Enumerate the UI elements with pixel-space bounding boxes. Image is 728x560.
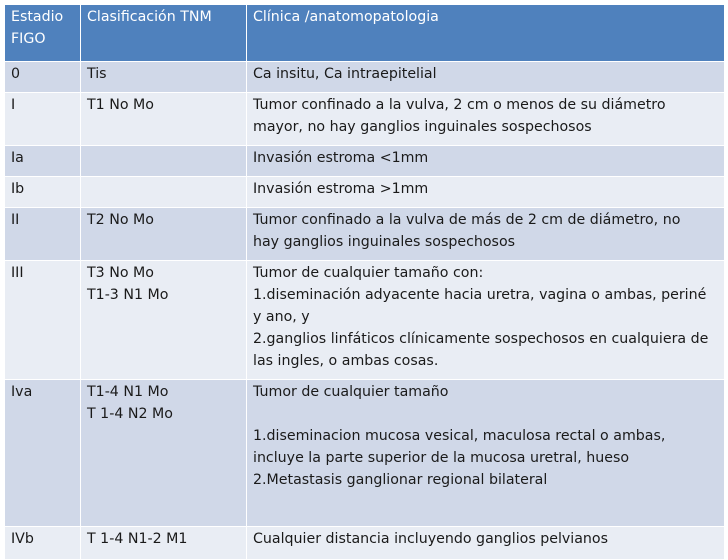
cell-estadio: IVb xyxy=(5,527,81,560)
table-row xyxy=(5,93,725,146)
table-row xyxy=(5,146,725,177)
cell-tnm: Tis xyxy=(81,62,247,93)
figo-staging-table xyxy=(4,4,725,560)
table-row xyxy=(5,208,725,261)
table-row xyxy=(5,261,725,380)
cell-estadio: Ib xyxy=(5,177,81,208)
cell-clinica: Tumor de cualquier tamaño con: 1.diseminación adyacente hacia uretra, vagina o ambas, periné y ano, y 2.ganglios linfáticos clínicamente sospechosos en cualquiera de las ingles, o ambas cosas. xyxy=(247,261,725,380)
cell-clinica: Cualquier distancia incluyendo ganglios pelvianos xyxy=(247,527,725,560)
cell-tnm: T1 No Mo xyxy=(81,93,247,146)
header-clasificacion-tnm: Clasificación TNM xyxy=(81,5,247,62)
cell-estadio: Ia xyxy=(5,146,81,177)
header-clinica-anatomopatologia: Clínica /anatomopatologia xyxy=(247,5,725,62)
cell-tnm: T 1-4 N1-2 M1 xyxy=(81,527,247,560)
header-estadio-figo: Estadio FIGO xyxy=(5,5,81,62)
cell-estadio: III xyxy=(5,261,81,380)
cell-tnm: T3 No Mo T1-3 N1 Mo xyxy=(81,261,247,380)
cell-tnm xyxy=(81,177,247,208)
table-row xyxy=(5,62,725,93)
table-row xyxy=(5,380,725,527)
cell-tnm xyxy=(81,146,247,177)
cell-tnm: T2 No Mo xyxy=(81,208,247,261)
cell-tnm: T1-4 N1 Mo T 1-4 N2 Mo xyxy=(81,380,247,527)
table-row xyxy=(5,177,725,208)
cell-clinica: Invasión estroma <1mm xyxy=(247,146,725,177)
cell-clinica: Invasión estroma >1mm xyxy=(247,177,725,208)
cell-clinica: Ca insitu, Ca intraepitelial xyxy=(247,62,725,93)
cell-clinica: Tumor confinado a la vulva, 2 cm o menos de su diámetro mayor, no hay ganglios inguinales sospechosos xyxy=(247,93,725,146)
cell-estadio: I xyxy=(5,93,81,146)
cell-estadio: II xyxy=(5,208,81,261)
cell-clinica: Tumor de cualquier tamaño 1.diseminacion mucosa vesical, maculosa rectal o ambas, incluye la parte superior de la mucosa uretral, hueso 2.Metastasis ganglionar regional bilateral xyxy=(247,380,725,527)
cell-estadio: Iva xyxy=(5,380,81,527)
table-header-row xyxy=(5,5,725,62)
table-row xyxy=(5,527,725,560)
cell-clinica: Tumor confinado a la vulva de más de 2 cm de diámetro, no hay ganglios inguinales sospechosos xyxy=(247,208,725,261)
cell-estadio: 0 xyxy=(5,62,81,93)
